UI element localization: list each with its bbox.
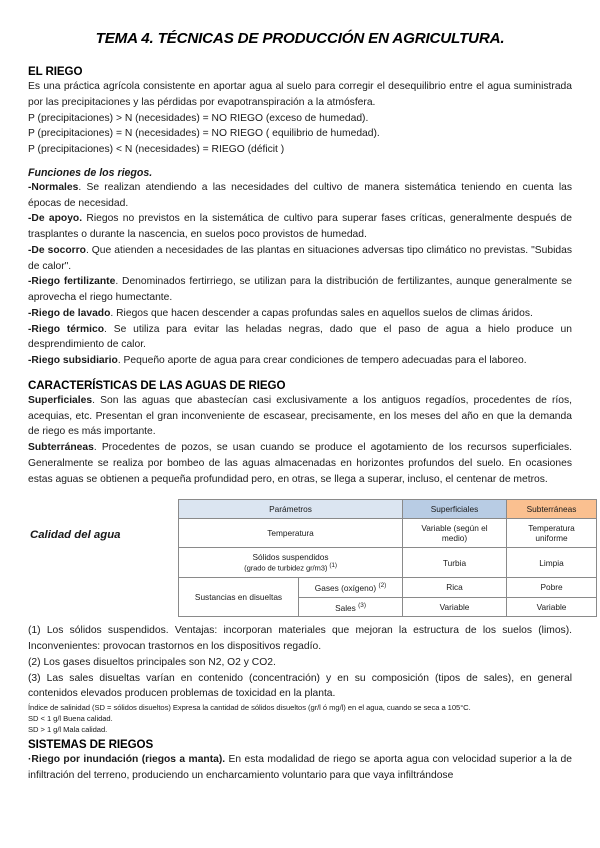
section-heading-sistemas-de-riegos: SISTEMAS DE RIEGOS (28, 738, 154, 752)
cell-subterraneas-sales: Variable (507, 597, 597, 617)
footnote-marker-2: (2) (378, 581, 387, 589)
salinity-good-quality-note: SD < 1 g/l Buena calidad. (28, 714, 113, 724)
cell-superficiales-sales: Variable (403, 597, 507, 617)
cell-param-solidos-subtitle (184, 562, 397, 573)
footnote-text-1: (1) Los sólidos suspendidos. Ventajas: incorporan materiales que mejoran la estructura de los suelos (limos). Inconvenientes: provocan trastornos en los dispositivos regadío. (28, 625, 572, 653)
funcion-term-riego-termico: -Riego térmico (28, 323, 105, 335)
water-quality-table (178, 499, 597, 617)
footnote-text-3: (3) Las sales disueltas varían en contenido (concentración) y en su composición (tipos de sales), en general contenidos elevados producen problemas de toxicidad en la planta. (28, 672, 572, 700)
table-row-gases (179, 577, 597, 597)
table-header-parametros: Parámetros (179, 500, 403, 519)
funcion-term-riego-subsidiario: -Riego subsidiario (28, 355, 118, 366)
table-header-superficiales: Superficiales (403, 500, 507, 519)
cell-param-solidos-title: Sólidos suspendidos (252, 552, 329, 563)
salinity-bad-quality-note: SD > 1 g/l Mala calidad. (28, 725, 108, 735)
funcion-text-de-apoyo: Riegos no previstos en la sistemática de cultivo para superar fases críticas, generalmente después de trasplantes o durante la nascencia, en suelos poco provistos de humedad. (28, 213, 572, 240)
caracteristica-term-subterraneas: Subterráneas (28, 442, 94, 453)
section-heading-caracteristicas: CARACTERÍSTICAS DE LAS AGUAS DE RIEGO (28, 378, 286, 392)
funcion-item-riego-subsidiario (28, 353, 572, 369)
funcion-item-de-apoyo (28, 211, 572, 243)
cell-superficiales-temperatura: Variable (según el medio) (403, 519, 507, 548)
el-riego-intro-paragraph: Es una práctica agrícola consistente en aportar agua al suelo para corregir el desequilibrio entre el agua suministrada por las precipitaciones y las pérdidas por evapotranspiración a la atmósfera. (28, 81, 572, 108)
gases-extra: (oxígeno) (341, 582, 377, 593)
funcion-text-normales: . Se realizan atendiendo a las necesidades del cultivo de manera sistemática teniendo en cuenta las épocas de necesidad. (28, 181, 572, 209)
sistema-term-riego-por-inundacion: ·Riego por inundación (riegos a manta). (28, 754, 226, 766)
footnote-marker-1: (1) (329, 562, 337, 570)
funcion-item-riego-termico (28, 322, 572, 354)
subsection-heading-funciones: Funciones de los riegos. (28, 166, 153, 179)
funcion-item-riego-fertilizante (28, 274, 572, 306)
table-row-temperatura (179, 519, 597, 548)
calidad-del-agua-label: Calidad del agua (30, 529, 121, 542)
cell-group-sustancias-disueltas: Sustancias en disueltas (179, 577, 299, 617)
calidad-del-agua-block (28, 499, 577, 617)
caracteristica-text-subterraneas: . Procedentes de pozos, se usan cuando se produce el agotamiento de los recursos superficiales. Generalmente se realiza por bombeo de las aguas almacenadas en horizontes profundos del suelo. En ocasiones estas aguas se obtienen a pequeña profundidad pero, en otras, se llega a superar, incluso, el centenar de metros. (28, 442, 572, 485)
solidos-subtitle-text: (grado de turbidez gr/m3) (244, 563, 328, 573)
equation-line-3: P (precipitaciones) < N (necesidades) = RIEGO (déficit ) (28, 144, 285, 155)
footnote-text-2: (2) Los gases disueltos principales son N2, O2 y CO2. (28, 656, 276, 668)
funcion-text-riego-de-lavado: . Riegos que hacen descender a capas profundas sales en aquellos suelos de climas áridos. (110, 307, 533, 319)
section-heading-el-riego: EL RIEGO (28, 65, 83, 78)
funcion-term-normales: -Normales (28, 181, 79, 193)
caracteristica-item-subterraneas (28, 440, 572, 487)
table-row-solidos-suspendidos (179, 548, 597, 578)
sistema-item-riego-por-inundacion (28, 752, 572, 784)
page-title: TEMA 4. TÉCNICAS DE PRODUCCIÓN EN AGRICULTURA. (95, 30, 505, 47)
cell-subterraneas-solidos: Limpia (507, 548, 597, 578)
cell-param-solidos-suspendidos (179, 548, 403, 578)
sistema-text-riego-por-inundacion: En esta modalidad de riego se aporta agua con velocidad superior a la de infiltración del terreno, produciendo un encharcamiento voluntario para que vaya infiltrándose (28, 754, 572, 781)
caracteristica-item-superficiales (28, 393, 572, 440)
funcion-item-riego-de-lavado (28, 306, 572, 322)
caracteristica-text-superficiales: . Son las aguas que abastecían casi exclusivamente a los antiguos regadíos, procedentes de ríos, acequias, etc. Presentan el gran inconveniente de escasear, precisamente, en los meses del año en que la demanda de riego es más importante. (28, 394, 572, 438)
gases-label: Gases (314, 582, 339, 593)
cell-param-temperatura: Temperatura (179, 519, 403, 548)
cell-item-sales (299, 597, 403, 617)
funcion-text-riego-subsidiario: . Pequeño aporte de agua para crear condiciones de tempero adecuadas para el laboreo. (117, 355, 527, 366)
cell-item-gases (299, 577, 403, 597)
funcion-term-riego-de-lavado: -Riego de lavado (28, 307, 111, 319)
equation-line-1: P (precipitaciones) > N (necesidades) = NO RIEGO (exceso de humedad). (28, 112, 369, 124)
sales-label: Sales (335, 602, 356, 613)
funcion-text-riego-termico: . Se utiliza para evitar las heladas negras, dado que el paso de agua a hielo produce un desprendimiento de calor. (28, 323, 572, 351)
funcion-term-riego-fertilizante: -Riego fertilizante (28, 276, 116, 288)
funcion-term-de-apoyo: -De apoyo. (28, 213, 83, 225)
funcion-item-de-socorro (28, 243, 572, 275)
funcion-item-normales (28, 180, 572, 212)
equation-line-2: P (precipitaciones) = N (necesidades) = NO RIEGO ( equilibrio de humedad). (28, 128, 380, 140)
cell-subterraneas-gases: Pobre (507, 577, 597, 597)
table-header-row (179, 500, 597, 519)
salinity-index-note: Índice de salinidad (SD = sólidos disueltos) Expresa la cantidad de sólidos disueltos (gr/l ó mg/l) en el agua, cuando se seca a 105°C. (28, 703, 471, 713)
funcion-term-de-socorro: -De socorro (28, 244, 86, 256)
table-header-subterraneas: Subterráneas (507, 500, 597, 519)
cell-superficiales-solidos: Turbia (403, 548, 507, 578)
caracteristica-term-superficiales: Superficiales (28, 394, 93, 406)
funcion-text-riego-fertilizante: . Denominados fertirriego, se utilizan para la distribución de fertilizantes, aunque generalmente se aprovecha el riego humectante. (28, 276, 572, 303)
footnote-marker-3: (3) (358, 601, 366, 609)
cell-superficiales-gases: Rica (403, 577, 507, 597)
cell-subterraneas-temperatura: Temperatura uniforme (507, 519, 597, 548)
funcion-text-de-socorro: . Que atienden a necesidades de las plantas en situaciones adversas tipo climático no previstas. "Subidas de calor". (28, 244, 572, 272)
